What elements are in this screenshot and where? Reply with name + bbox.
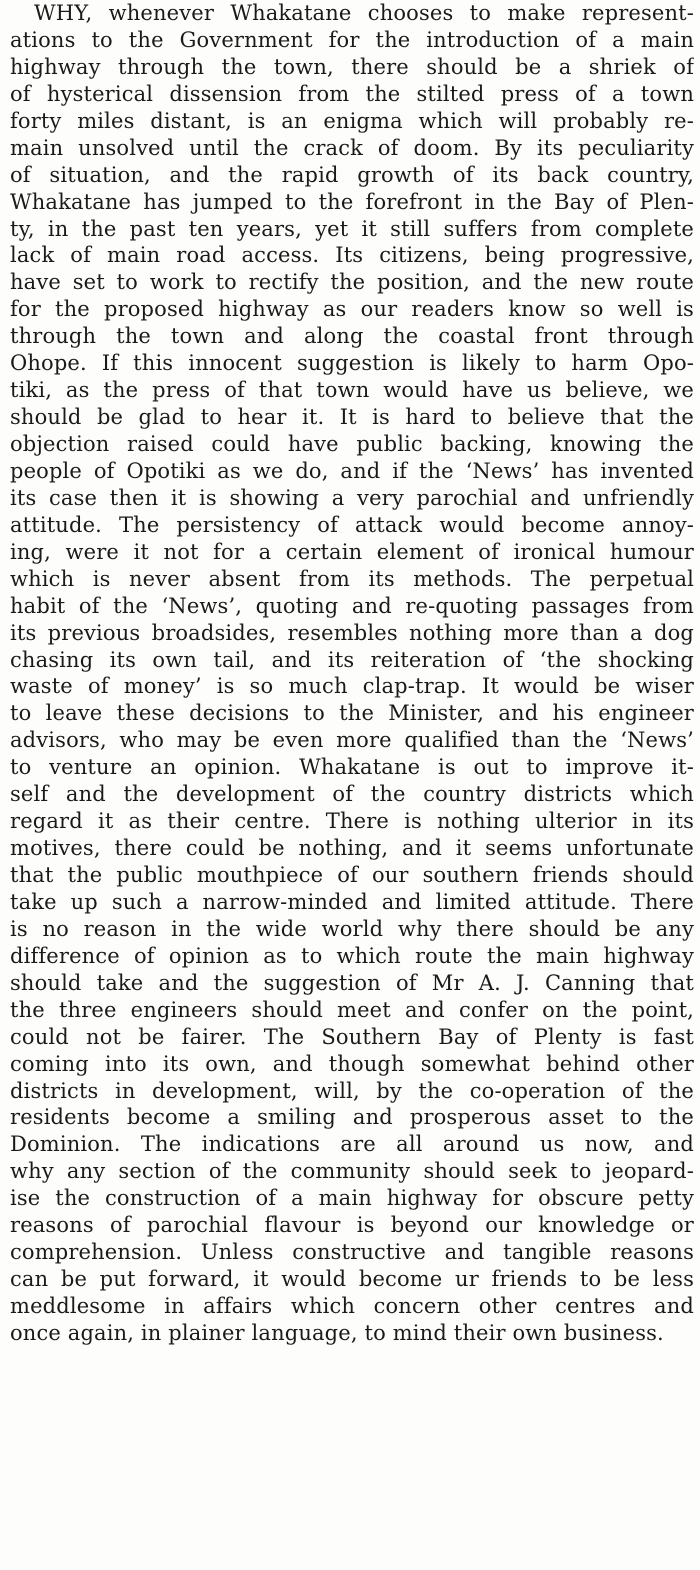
- article-line: self and the development of the country districts which: [10, 782, 694, 807]
- article-line: waste of money’ is so much clap-trap. It would be wiser: [10, 674, 694, 699]
- article-line: its previous broadsides, resembles nothing more than a dog: [10, 620, 694, 645]
- article-line: that the public mouthpiece of our southern friends should: [10, 863, 694, 887]
- article-line: coming into its own, and though somewhat behind other: [10, 1051, 694, 1076]
- article-line: Ohope. If this innocent suggestion is likely to harm Opo-: [10, 351, 694, 376]
- article-line: which is never absent from its methods. The perpetual: [10, 566, 694, 591]
- article-line: objection raised could have public backing, knowing the: [10, 432, 694, 456]
- article-line: lack of main road access. Its citizens, being progressive,: [10, 243, 694, 268]
- article-line: could not be fairer. The Southern Bay of Plenty is fast: [10, 1024, 694, 1049]
- article-line: forty miles distant, is an enigma which will probably re-: [10, 108, 694, 133]
- article-line: ty, in the past ten years, yet it still suffers from complete: [10, 216, 694, 241]
- article-line: once again, in plainer language, to mind their own business.: [10, 1320, 664, 1345]
- article-line: the three engineers should meet and confer on the point,: [10, 997, 694, 1022]
- article-line: its case then it is showing a very parochial and unfriendly: [10, 485, 694, 510]
- article-line: to venture an opinion. Whakatane is out to improve it-: [10, 755, 694, 780]
- article-line: of hysterical dissension from the stilted press of a town: [10, 81, 694, 106]
- article-line: meddlesome in affairs which concern other centres and: [10, 1294, 694, 1318]
- article-line: districts in development, will, by the co-operation of the: [10, 1078, 694, 1103]
- article-line: motives, there could be nothing, and it seems unfortunate: [10, 836, 694, 861]
- article-line: through the town and along the coastal front through: [10, 324, 694, 349]
- article-line: of situation, and the rapid growth of its back country,: [10, 162, 694, 187]
- article-line: advisors, who may be even more qualified than the ‘News’: [10, 728, 694, 753]
- article-line: take up such a narrow-minded and limited attitude. There: [10, 889, 694, 914]
- article-line: residents become a smiling and prosperous asset to the: [10, 1105, 694, 1130]
- editorial-text-column: [10, 0, 694, 1347]
- article-line: for the proposed highway as our readers know so well is: [10, 297, 694, 322]
- article-line: to leave these decisions to the Minister, and his engineer: [10, 701, 694, 726]
- article-line: regard it as their centre. There is nothing ulterior in its: [10, 809, 694, 834]
- article-line: difference of opinion as to which route the main highway: [10, 943, 694, 968]
- article-line: should be glad to hear it. It is hard to believe that the: [10, 405, 694, 430]
- article-line: ations to the Government for the introduction of a main: [10, 27, 694, 52]
- article-line: Dominion. The indications are all around us now, and: [10, 1132, 694, 1157]
- article-line: Whakatane has jumped to the forefront in the Bay of Plen-: [10, 189, 694, 214]
- article-line: comprehension. Unless constructive and tangible reasons: [10, 1240, 694, 1265]
- article-line: why any section of the community should seek to jeopard-: [10, 1159, 694, 1184]
- article-line: should take and the suggestion of Mr A. J. Canning that: [10, 970, 694, 995]
- article-line: WHY, whenever Whakatane chooses to make represent-: [34, 1, 694, 25]
- article-line: is no reason in the wide world why there should be any: [10, 916, 694, 941]
- article-line: ise the construction of a main highway for obscure petty: [10, 1186, 694, 1211]
- article-line: ing, were it not for a certain element of ironical humour: [10, 539, 694, 564]
- article-line: have set to work to rectify the position, and the new route: [10, 270, 694, 295]
- article-line: highway through the town, there should be a shriek of: [10, 54, 694, 79]
- article-line: habit of the ‘News’, quoting and re-quoting passages from: [10, 593, 694, 618]
- article-line: reasons of parochial flavour is beyond our knowledge or: [10, 1213, 694, 1238]
- article-line: attitude. The persistency of attack would become annoy-: [10, 512, 694, 537]
- article-line: tiki, as the press of that town would have us believe, we: [10, 378, 694, 403]
- article-line: main unsolved until the crack of doom. By its peculiarity: [10, 135, 694, 160]
- article-line: can be put forward, it would become ur friends to be less: [10, 1267, 694, 1292]
- article-line: people of Opotiki as we do, and if the ‘News’ has invented: [10, 458, 694, 483]
- article-line: chasing its own tail, and its reiteration of ‘the shocking: [10, 647, 694, 672]
